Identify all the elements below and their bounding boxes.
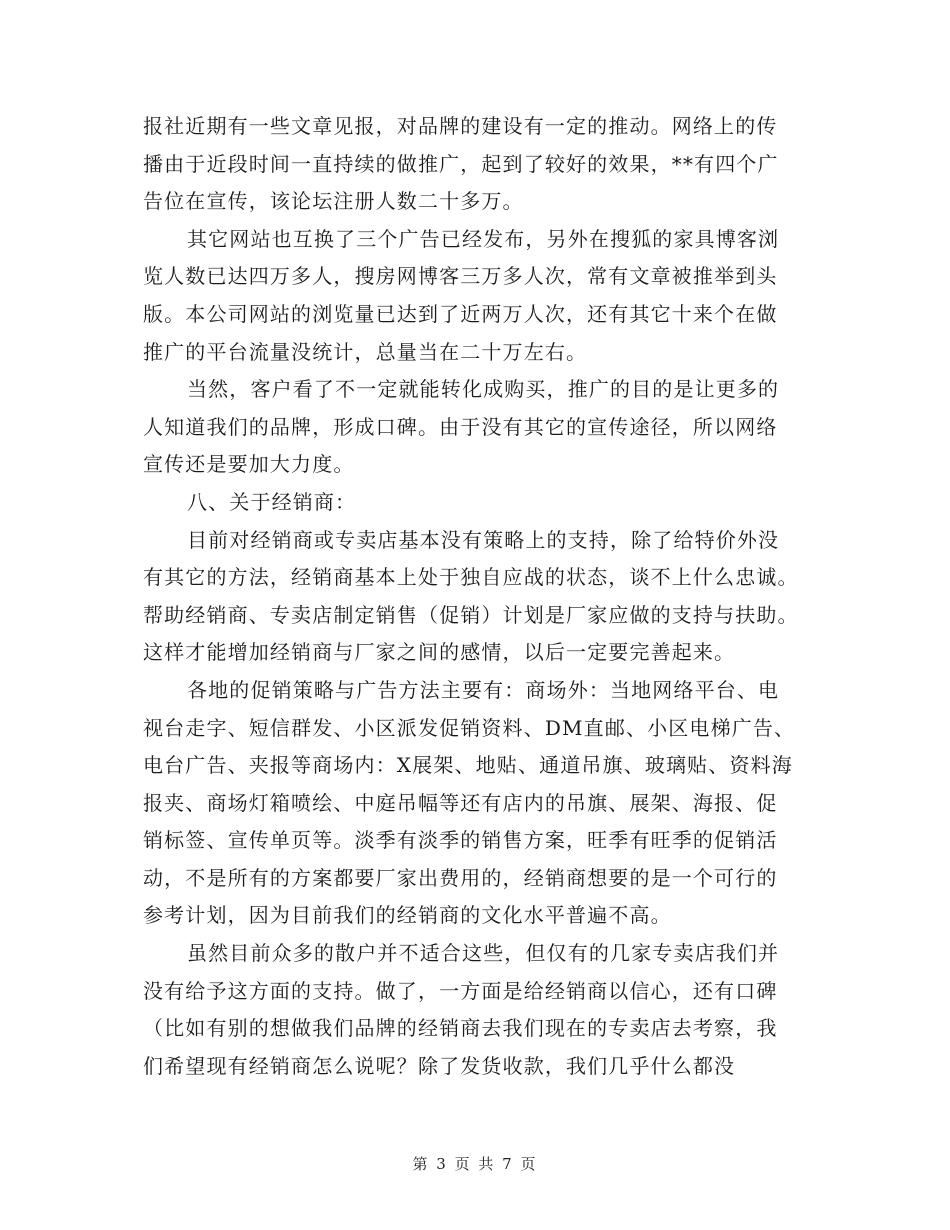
page-footer: 第 3 页 共 7 页 <box>412 1155 538 1173</box>
text-line: 推广的平台流量没统计，总量当在二十万左右。 <box>143 339 588 364</box>
text-line: 目前对经销商或专卖店基本没有策略上的支持，除了给特价外没 <box>187 527 780 552</box>
text-line: 览人数已达四万多人，搜房网博客三万多人次，常有文章被推举到头 <box>143 264 778 289</box>
text-line: 其它网站也互换了三个广告已经发布，另外在搜狐的家具博客浏 <box>187 226 780 251</box>
text-line: 没有给予这方面的支持。做了，一方面是给经销商以信心，还有口碑 <box>143 978 778 1003</box>
text-line: 这样才能增加经销商与厂家之间的感情，以后一定要完善起来。 <box>143 640 736 665</box>
document-body <box>143 108 810 1085</box>
text-line: 报夹、商场灯箱喷绘、中庭吊幅等还有店内的吊旗、展架、海报、促 <box>143 790 778 815</box>
text-line: 参考计划，因为目前我们的经销商的文化水平普遍不高。 <box>143 903 672 928</box>
text-line: 告位在宣传，该论坛注册人数二十多万。 <box>143 189 524 214</box>
text-line: 各地的促销策略与广告方法主要有：商场外：当地网络平台、电 <box>187 677 780 702</box>
text-line: 宣传还是要加大力度。 <box>143 452 355 477</box>
text-line: 帮助经销商、专卖店制定销售（促销）计划是厂家应做的支持与扶助。 <box>143 602 799 627</box>
section-heading: 八、关于经销商： <box>187 489 357 514</box>
text-line: 视台走字、短信群发、小区派发促销资料、DM直邮、小区电梯广告、 <box>143 715 796 740</box>
text-line: 版。本公司网站的浏览量已达到了近两万人次，还有其它十来个在做 <box>143 301 778 326</box>
text-line: 有其它的方法，经销商基本上处于独自应战的状态，谈不上什么忠诚。 <box>143 565 799 590</box>
text-line: （比如有别的想做我们品牌的经销商去我们现在的专卖店去考察，我 <box>143 1016 778 1041</box>
text-line: 报社近期有一些文章见报，对品牌的建设有一定的推动。网络上的传 <box>143 114 778 138</box>
text-line: 们希望现有经销商怎么说呢？除了发货收款，我们几乎什么都没 <box>143 1053 736 1078</box>
text-line: 销标签、宣传单页等。淡季有淡季的销售方案，旺季有旺季的促销活 <box>143 828 778 853</box>
text-line: 动，不是所有的方案都要厂家出费用的，经销商想要的是一个可行的 <box>143 865 778 890</box>
text-line: 当然，客户看了不一定就能转化成购买，推广的目的是让更多的 <box>187 377 780 402</box>
text-line: 虽然目前众多的散户并不适合这些，但仅有的几家专卖店我们并 <box>187 941 780 966</box>
text-line: 人知道我们的品牌，形成口碑。由于没有其它的宣传途径，所以网络 <box>143 414 778 439</box>
text-line: 电台广告、夹报等商场内：X展架、地贴、通道吊旗、玻璃贴、资料海 <box>143 753 793 778</box>
text-line: 播由于近段时间一直持续的做推广，起到了较好的效果，**有四个广 <box>143 151 779 176</box>
